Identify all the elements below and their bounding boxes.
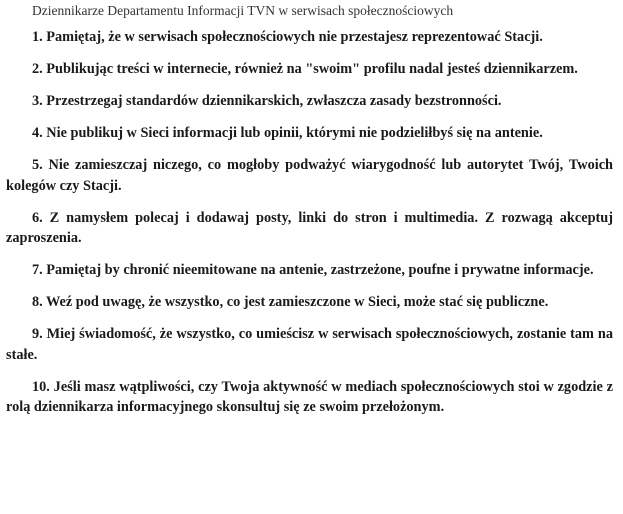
rule-2: 2. Publikując treści w internecie, również na "swoim" profilu nadal jesteś dziennikarzem. bbox=[32, 61, 578, 77]
document-title: Dziennikarze Departamentu Informacji TVN w serwisach społecznościowych bbox=[32, 3, 454, 18]
rule-4: 4. Nie publikuj w Sieci informacji lub opinii, którymi nie podzieliłbyś się na antenie. bbox=[32, 125, 543, 141]
rule-3: 3. Przestrzegaj standardów dziennikarskich, zwłaszcza zasady bezstronności. bbox=[32, 93, 502, 109]
rule-7: 7. Pamiętaj by chronić nieemitowane na antenie, zastrzeżone, poufne i prywatne informacje. bbox=[32, 262, 594, 278]
rules-list bbox=[6, 27, 613, 418]
rule-1: 1. Pamiętaj, że w serwisach społecznościowych nie przestajesz reprezentować Stacji. bbox=[32, 29, 543, 45]
rule-5: 5. Nie zamieszczaj niczego, co mogłoby podważyć wiarygodność lub autorytet Twój, Twoich kolegów czy Stacji. bbox=[6, 157, 613, 194]
rule-8: 8. Weź pod uwagę, że wszystko, co jest zamieszczone w Sieci, może stać się publiczne. bbox=[32, 294, 549, 310]
rule-9: 9. Miej świadomość, że wszystko, co umieścisz w serwisach społecznościowych, zostanie tam na stałe. bbox=[6, 326, 613, 363]
rule-10: 10. Jeśli masz wątpliwości, czy Twoja aktywność w mediach społecznościowych stoi w zgodzie z rolą dziennikarza informacyjnego skonsultuj się ze swoim przełożonym. bbox=[6, 378, 613, 415]
rule-6: 6. Z namysłem polecaj i dodawaj posty, linki do stron i multimedia. Z rozwagą akceptuj zaproszenia. bbox=[6, 209, 613, 246]
